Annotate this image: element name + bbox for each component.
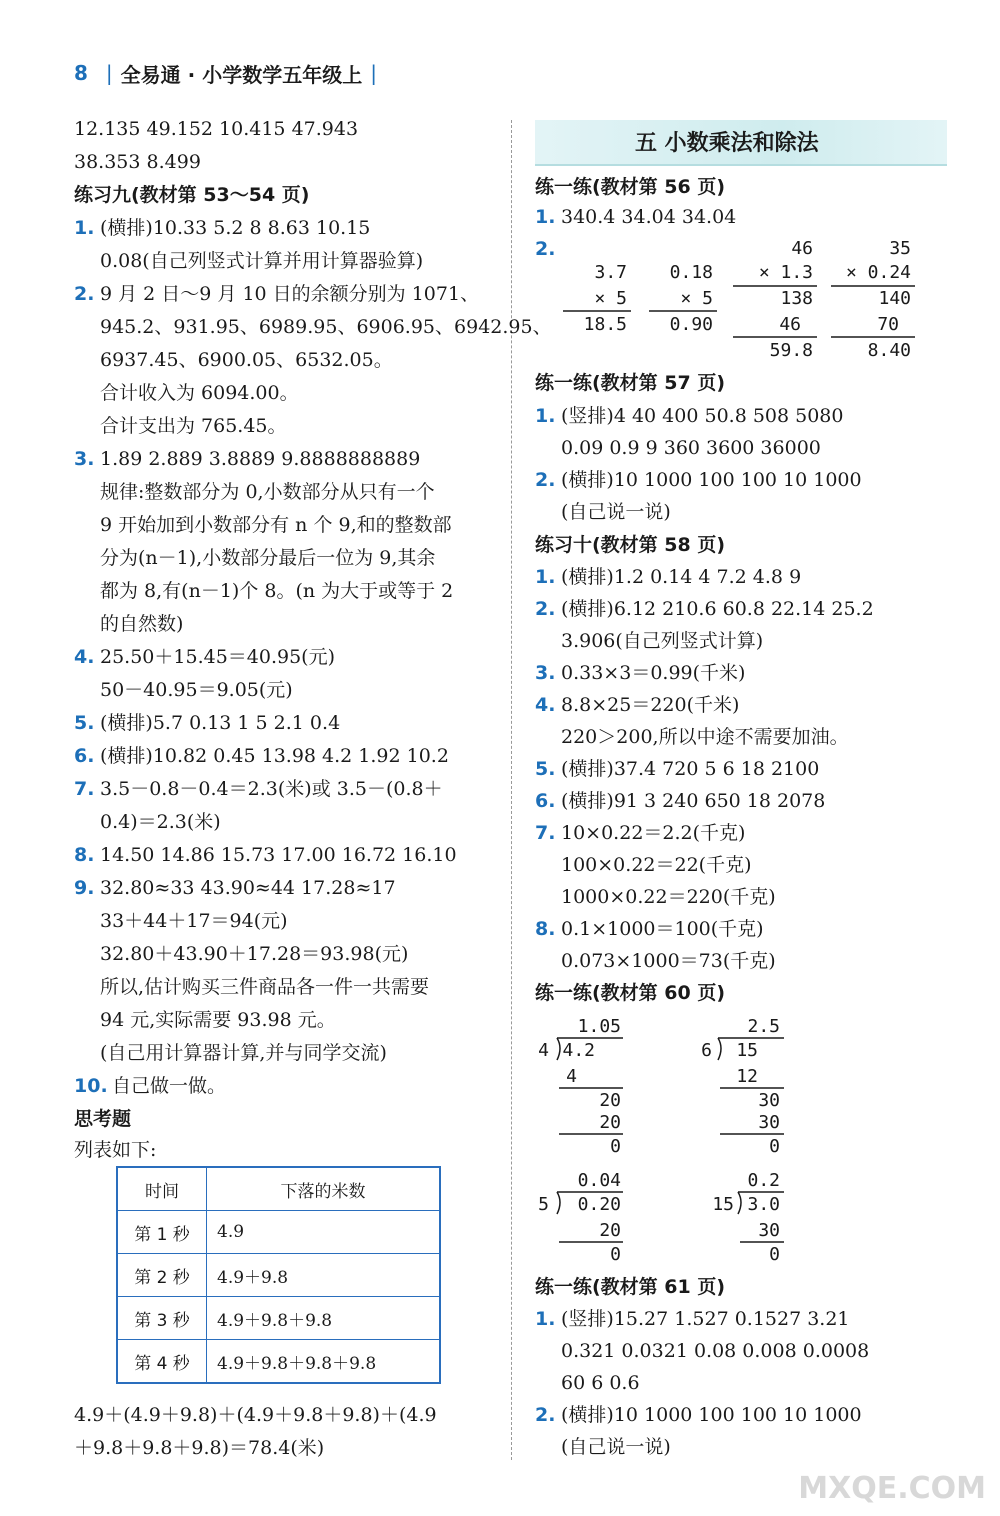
text-line: 50－40.95＝9.05(元) xyxy=(100,679,293,701)
question-2: 2. (横排)10 1000 100 100 10 1000 xyxy=(535,1404,862,1426)
div-number: 20 xyxy=(599,1112,621,1133)
text-line: 12.135 49.152 10.415 47.943 xyxy=(74,118,359,140)
div-number: 6 xyxy=(701,1040,712,1061)
table-cell: 第 4 秒 xyxy=(117,1340,207,1384)
section-title: 练习九(教材第 53～54 页) xyxy=(74,184,310,206)
mult-number: 8.40 xyxy=(867,340,911,361)
text-line: 33＋44＋17＝94(元) xyxy=(100,910,288,932)
div-number: 0 xyxy=(610,1244,621,1265)
mult-number: × 0.24 xyxy=(845,262,911,283)
div-number: 3.0 xyxy=(747,1194,780,1215)
text-line: 3.906(自己列竖式计算) xyxy=(561,630,764,652)
text-line: 32.80＋43.90＋17.28＝93.98(元) xyxy=(100,943,409,965)
div-bracket xyxy=(557,1038,560,1060)
table-row xyxy=(117,1211,440,1254)
div-c xyxy=(538,1170,623,1265)
div-number: 1.05 xyxy=(577,1016,621,1037)
mult-c xyxy=(733,238,817,361)
falling-distance-table xyxy=(116,1166,441,1384)
section-title: 练一练(教材第 56 页) xyxy=(535,176,726,198)
div-number: 0.04 xyxy=(577,1170,621,1191)
mult-number: 3.7 xyxy=(594,262,627,283)
text-line: 合计支出为 765.45。 xyxy=(100,415,287,437)
question-5: 5. (横排)37.4 720 5 6 18 2100 xyxy=(535,758,820,780)
mult-number: 46 xyxy=(791,238,813,259)
text-line: 100×0.22＝22(千克) xyxy=(561,854,752,876)
question-5: 5. (横排)5.7 0.13 1 5 2.1 0.4 xyxy=(74,712,341,734)
question-8: 8. 0.1×1000＝100(千克) xyxy=(535,918,764,940)
question-7: 7. 3.5－0.8－0.4＝2.3(米)或 3.5－(0.8＋ xyxy=(74,778,443,800)
text-line: 列表如下: xyxy=(74,1139,157,1161)
div-number: 0.20 xyxy=(577,1194,621,1215)
text-line: 60 6 0.6 xyxy=(561,1372,640,1394)
chapter-title: 五 小数乘法和除法 xyxy=(635,131,819,156)
table-row xyxy=(117,1297,440,1340)
question-3: 3. 0.33×3＝0.99(千米) xyxy=(535,662,746,684)
question-1: 1. (竖排)15.27 1.527 0.1527 3.21 xyxy=(535,1308,850,1330)
div-number: 30 xyxy=(758,1220,780,1241)
table-cell: 4.9＋9.8＋9.8 xyxy=(207,1297,441,1340)
div-number: 20 xyxy=(599,1220,621,1241)
table-cell: 第 2 秒 xyxy=(117,1254,207,1297)
question-4: 4. 25.50＋15.45＝40.95(元) xyxy=(74,646,336,668)
text-line: 4.9＋(4.9＋9.8)＋(4.9＋9.8＋9.8)＋(4.9 xyxy=(74,1404,437,1426)
mult-number: 18.5 xyxy=(583,314,627,335)
mult-number: 0.90 xyxy=(669,314,713,335)
div-bracket xyxy=(738,1192,741,1214)
question-1: 1. 340.4 34.04 34.04 xyxy=(535,206,737,228)
text-line: 所以,估计购买三件商品各一件一共需要 xyxy=(100,976,430,998)
mult-b xyxy=(649,262,717,335)
question-2: 2. 9 月 2 日～9 月 10 日的余额分别为 1071、 xyxy=(74,283,480,305)
div-number: 30 xyxy=(758,1112,780,1133)
table-row xyxy=(117,1254,440,1297)
table-row xyxy=(117,1340,440,1384)
page-number: 8 xyxy=(74,61,88,85)
mult-number: 35 xyxy=(889,238,911,259)
book-title: 全易通 · 小学数学五年级上 xyxy=(120,62,363,87)
div-number: 0 xyxy=(610,1136,621,1157)
question-6: 6. (横排)10.82 0.45 13.98 4.2 1.92 10.2 xyxy=(74,745,449,767)
mult-number: 138 xyxy=(780,288,813,309)
div-number: 5 xyxy=(538,1194,549,1215)
question-1: 1. (竖排)4 40 400 50.8 508 5080 xyxy=(535,405,844,427)
text-line: (自己说一说) xyxy=(561,501,671,523)
text-line: 9 开始加到小数部分有 n 个 9,和的整数部 xyxy=(100,514,452,536)
text-line: 6937.45、6900.05、6532.05。 xyxy=(100,349,393,371)
page-header: 8 | 全易通 · 小学数学五年级上 | xyxy=(74,58,385,88)
question-2-label: 2. xyxy=(535,238,556,260)
div-bracket xyxy=(557,1192,560,1214)
mult-number: 46 xyxy=(779,314,801,335)
div-number: 15 xyxy=(736,1040,758,1061)
div-number: 4 xyxy=(538,1040,549,1061)
table-header-row xyxy=(117,1167,440,1211)
text-line: 1000×0.22＝220(千克) xyxy=(561,886,776,908)
table-cell: 4.9＋9.8＋9.8＋9.8 xyxy=(207,1340,441,1384)
multiplication-work xyxy=(555,234,955,364)
div-number: 4.2 xyxy=(562,1040,595,1061)
question-7: 7. 10×0.22＝2.2(千克) xyxy=(535,822,746,844)
div-number: 0 xyxy=(769,1244,780,1265)
text-line: 0.08(自己列竖式计算并用计算器验算) xyxy=(100,250,424,272)
mult-number: × 5 xyxy=(594,288,627,309)
div-b xyxy=(701,1016,784,1157)
table-cell: 4.9＋9.8 xyxy=(207,1254,441,1297)
text-line: 0.4)＝2.3(米) xyxy=(100,811,221,833)
table-cell: 第 1 秒 xyxy=(117,1211,207,1254)
section-title: 练一练(教材第 57 页) xyxy=(535,372,726,394)
mult-number: 140 xyxy=(878,288,911,309)
div-a xyxy=(538,1016,623,1157)
text-line: (自己用计算器计算,并与同学交流) xyxy=(100,1042,387,1064)
mult-d xyxy=(831,238,915,361)
question-4: 4. 8.8×25＝220(千米) xyxy=(535,694,740,716)
text-line: 0.321 0.0321 0.08 0.008 0.0008 xyxy=(561,1340,870,1362)
text-line: 都为 8,有(n－1)个 8。(n 为大于或等于 2 xyxy=(100,580,454,602)
question-10: 10. 自己做一做。 xyxy=(74,1075,227,1097)
div-number: 0.2 xyxy=(747,1170,780,1191)
div-number: 12 xyxy=(736,1066,758,1087)
div-number: 15 xyxy=(712,1194,734,1215)
text-line: ＋9.8＋9.8＋9.8)＝78.4(米) xyxy=(74,1437,325,1459)
section-title: 练习十(教材第 58 页) xyxy=(535,534,726,556)
text-line: 的自然数) xyxy=(100,613,184,635)
text-line: 0.073×1000＝73(千克) xyxy=(561,950,776,972)
question-8: 8. 14.50 14.86 15.73 17.00 16.72 16.10 xyxy=(74,844,457,866)
div-number: 4 xyxy=(566,1066,577,1087)
text-line: 94 元,实际需要 93.98 元。 xyxy=(100,1009,336,1031)
mult-number: 0.18 xyxy=(669,262,713,283)
table-cell: 4.9 xyxy=(207,1211,441,1254)
question-1: 1. (横排)1.2 0.14 4 7.2 4.8 9 xyxy=(535,566,802,588)
text-line: 38.353 8.499 xyxy=(74,151,201,173)
table-cell: 第 3 秒 xyxy=(117,1297,207,1340)
text-line: 规律:整数部分为 0,小数部分从只有一个 xyxy=(100,481,435,503)
table-header-cell: 时间 xyxy=(117,1167,207,1211)
question-9: 9. 32.80≈33 43.90≈44 17.28≈17 xyxy=(74,877,396,899)
question-2: 2. (横排)6.12 210.6 60.8 22.14 25.2 xyxy=(535,598,874,620)
text-line: 220＞200,所以中途不需要加油。 xyxy=(561,726,849,748)
div-number: 0 xyxy=(769,1136,780,1157)
division-work xyxy=(700,1010,820,1270)
section-title: 思考题 xyxy=(74,1108,132,1130)
text-line: 合计收入为 6094.00。 xyxy=(100,382,299,404)
div-number: 30 xyxy=(758,1090,780,1111)
mult-number: 70 xyxy=(877,314,899,335)
watermark: MXQE.COM xyxy=(798,1471,986,1506)
mult-number: × 1.3 xyxy=(758,262,813,283)
mult-number: × 5 xyxy=(680,288,713,309)
text-line: (自己说一说) xyxy=(561,1436,671,1458)
text-line: 分为(n－1),小数部分最后一位为 9,其余 xyxy=(100,547,436,569)
question-1: 1. (横排)10.33 5.2 8 8.63 10.15 xyxy=(74,217,371,239)
div-d xyxy=(712,1170,784,1265)
mult-a xyxy=(563,262,631,335)
section-title: 练一练(教材第 60 页) xyxy=(535,982,726,1004)
section-title: 练一练(教材第 61 页) xyxy=(535,1276,726,1298)
question-2: 2. (横排)10 1000 100 100 10 1000 xyxy=(535,469,862,491)
question-6: 6. (横排)91 3 240 650 18 2078 xyxy=(535,790,826,812)
text-line: 0.09 0.9 9 360 3600 36000 xyxy=(561,437,821,459)
div-number: 20 xyxy=(599,1090,621,1111)
question-3: 3. 1.89 2.889 3.8889 9.8888888889 xyxy=(74,448,421,470)
text-line: 945.2、931.95、6989.95、6906.95、6942.95、 xyxy=(100,316,552,338)
div-number: 2.5 xyxy=(747,1016,780,1037)
div-bracket xyxy=(718,1038,721,1060)
table-header-cell: 下落的米数 xyxy=(207,1167,441,1211)
chapter-banner xyxy=(535,120,947,166)
mult-number: 59.8 xyxy=(769,340,813,361)
